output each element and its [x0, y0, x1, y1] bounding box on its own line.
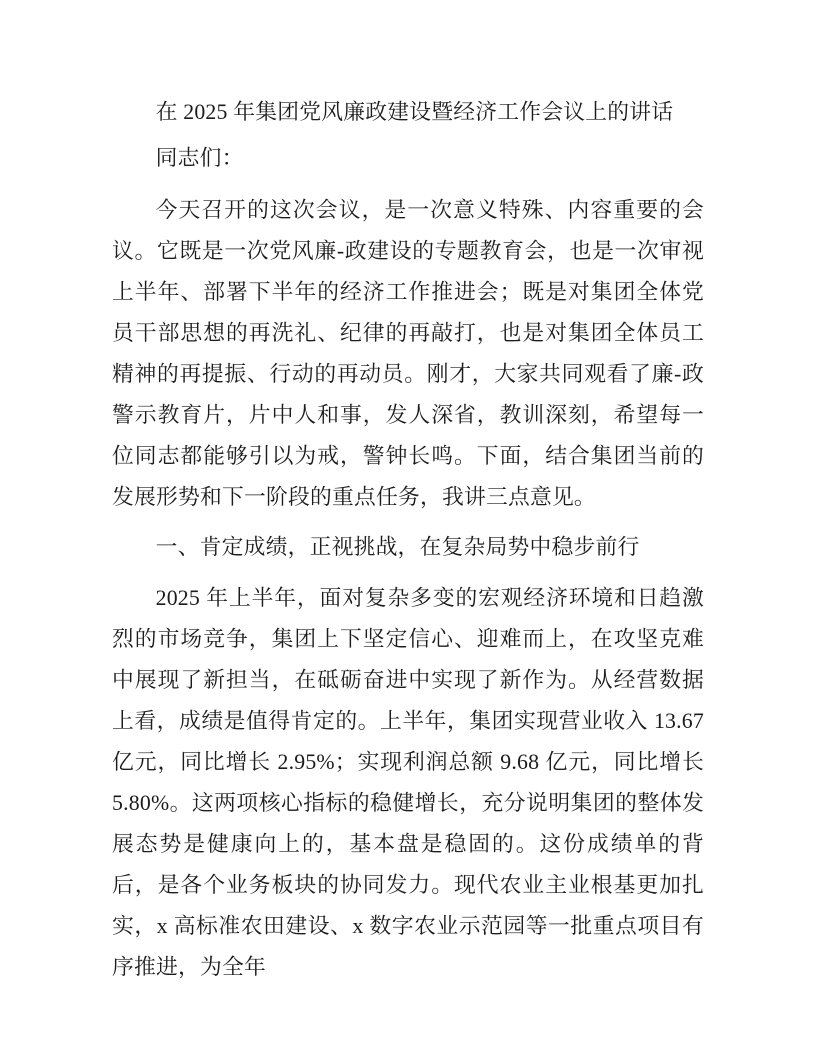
doc-title: 在 2025 年集团党风廉政建设暨经济工作会议上的讲话: [155, 100, 674, 124]
salutation: 同志们：: [155, 146, 244, 170]
section-heading-1: 一、肯定成绩，正视挑战，在复杂局势中稳步前行: [155, 535, 640, 559]
paragraph-section-1: 2025 年上半年，面对复杂多变的宏观经济环境和日趋激烈的市场竞争，集团上下坚定信心、迎难而上，在攻坚克难中展现了新担当，在砥砺奋进中实现了新作为。从经营数据上看，成绩是值得肯定的。上半年，集团实现营业收入 13.67 亿元，同比增长 2.95%；实现利润总额 9.68 亿元，同比增长 5.80%。这两项核心指标的稳健增长，充分说明集团的整体发展态势是健康向上的，基本盘是稳固的。这份成绩单的背后，是各个业务板块的协同发力。现代农业主业根基更加扎实，x 高标准农田建设、x 数字农业示范园等一批重点项目有序推进，为全年: [112, 586, 704, 979]
document-body: [112, 92, 704, 988]
paragraph-intro: 今天召开的这次会议，是一次意义特殊、内容重要的会议。它既是一次党风廉-政建设的专题教育会，也是一次审视上半年、部署下半年的经济工作推进会；既是对集团全体党员干部思想的再洗礼、纪律的再敲打，也是对集团全体员工精神的再提振、行动的再动员。刚才，大家共同观看了廉-政警示教育片，片中人和事，发人深省，教训深刻，希望每一位同志都能够引以为戒，警钟长鸣。下面，结合集团当前的发展形势和下一阶段的重点任务，我讲三点意见。: [112, 198, 704, 509]
